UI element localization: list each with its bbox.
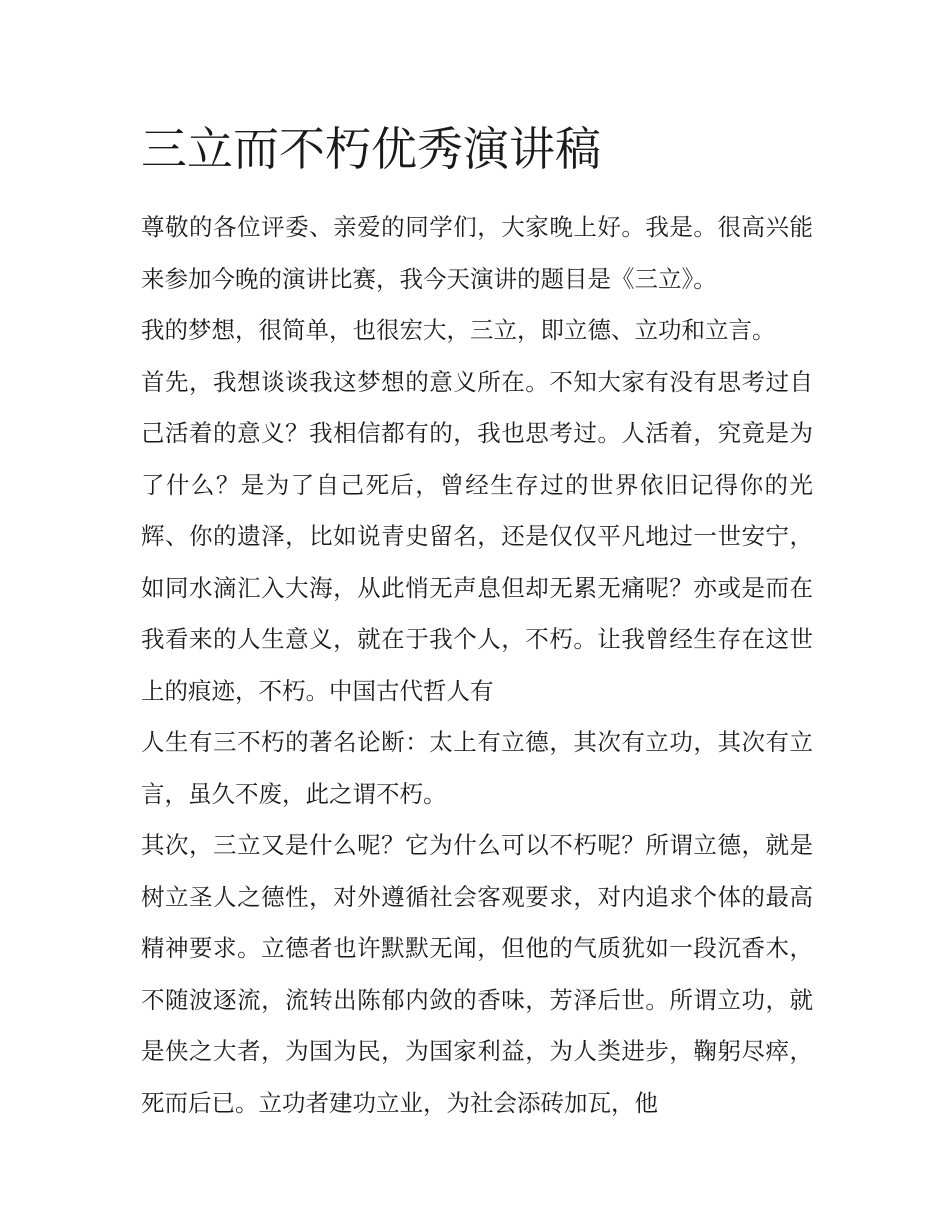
paragraph-meaning: 首先，我想谈谈我这梦想的意义所在。不知大家有没有思考过自己活着的意义？我相信都有的，我也思考过。人活着，究竟是为了什么？是为了自己死后，曾经生存过的世界依旧记得你的光辉、你的遗泽，比如说青史留名，还是仅仅平凡地过一世安宁，如同水滴汇入大海，从此悄无声息但却无累无痛呢？亦或是而在我看来的人生意义，就在于我个人，不朽。让我曾经生存在这世上的痕迹，不朽。中国古代哲人有: [141, 367, 813, 705]
document-title: 三立而不朽优秀演讲稿: [141, 122, 601, 176]
paragraph-greeting: 尊敬的各位评委、亲爱的同学们，大家晚上好。我是。很高兴能来参加今晚的演讲比赛，我今天演讲的题目是《三立》。: [141, 213, 813, 293]
paragraph-three-immortals: 人生有三不朽的著名论断：太上有立德，其次有立功，其次有立言，虽久不废，此之谓不朽。: [141, 728, 813, 808]
paragraph-dream: 我的梦想，很简单，也很宏大，三立，即立德、立功和立言。: [141, 316, 776, 344]
paragraph-explanation: 其次，三立又是什么呢？它为什么可以不朽呢？所谓立德，就是树立圣人之德性，对外遵循社会客观要求，对内追求个体的最高精神要求。立德者也许默默无闻，但他的气质犹如一段沉香木，不随波逐流，流转出陈郁内敛的香味，芳泽后世。所谓立功，就是侠之大者，为国为民，为国家利益，为人类进步，鞠躬尽瘁，死而后已。立功者建功立业，为社会添砖加瓦，他: [141, 831, 813, 1117]
document-body: [141, 118, 813, 1129]
